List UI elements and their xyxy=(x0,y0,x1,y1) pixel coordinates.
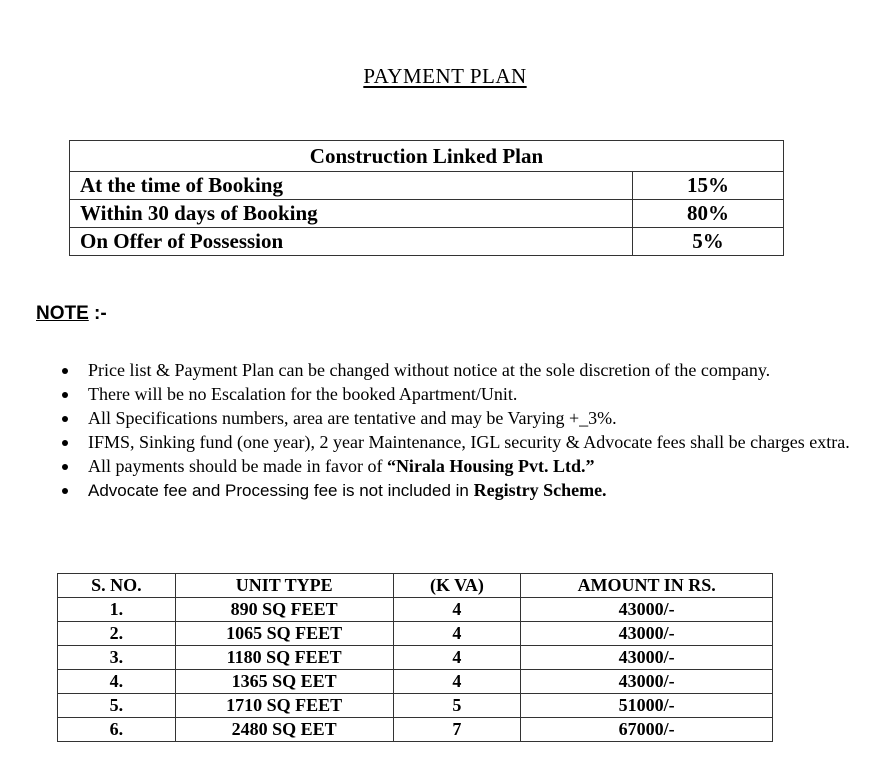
plan-header: Construction Linked Plan xyxy=(70,141,784,172)
cell-kva: 4 xyxy=(393,622,521,646)
cell-sno: 6. xyxy=(58,718,176,742)
table-row xyxy=(58,646,773,670)
plan-percent: 5% xyxy=(633,228,784,256)
table-row xyxy=(58,598,773,622)
plan-stage: Within 30 days of Booking xyxy=(70,200,633,228)
cell-amount: 43000/- xyxy=(521,670,773,694)
cell-sno: 5. xyxy=(58,694,176,718)
fees-note-text: Advocate fee and Processing fee is not included in xyxy=(88,481,474,500)
table-row xyxy=(58,670,773,694)
plan-row xyxy=(70,172,784,200)
cell-amount: 51000/- xyxy=(521,694,773,718)
plan-row xyxy=(70,200,784,228)
cell-sno: 3. xyxy=(58,646,176,670)
page-title xyxy=(0,64,890,89)
registry-scheme: Registry Scheme. xyxy=(473,480,607,500)
cell-amount: 43000/- xyxy=(521,646,773,670)
plan-percent: 80% xyxy=(633,200,784,228)
notes-list xyxy=(60,358,866,503)
cell-sno: 1. xyxy=(58,598,176,622)
plan-stage: At the time of Booking xyxy=(70,172,633,200)
note-item-fees xyxy=(60,478,866,503)
cell-kva: 7 xyxy=(393,718,521,742)
cell-kva: 5 xyxy=(393,694,521,718)
cell-unit-type: 1065 SQ FEET xyxy=(175,622,393,646)
plan-header-row xyxy=(70,141,784,172)
cell-unit-type: 1180 SQ FEET xyxy=(175,646,393,670)
note-item: Price list & Payment Plan can be changed without notice at the sole discretion of the company. xyxy=(60,358,866,382)
col-header-sno: S. NO. xyxy=(58,574,176,598)
note-item: There will be no Escalation for the booked Apartment/Unit. xyxy=(60,382,866,406)
cell-unit-type: 890 SQ FEET xyxy=(175,598,393,622)
payment-plan-table xyxy=(69,140,784,256)
cell-kva: 4 xyxy=(393,598,521,622)
cell-kva: 4 xyxy=(393,646,521,670)
plan-percent: 15% xyxy=(633,172,784,200)
unit-header-row xyxy=(58,574,773,598)
cell-amount: 43000/- xyxy=(521,598,773,622)
cell-amount: 43000/- xyxy=(521,622,773,646)
table-row xyxy=(58,622,773,646)
cell-unit-type: 1710 SQ FEET xyxy=(175,694,393,718)
page-title-text: PAYMENT PLAN xyxy=(363,64,527,88)
table-row xyxy=(58,694,773,718)
cell-unit-type: 2480 SQ EET xyxy=(175,718,393,742)
cell-sno: 4. xyxy=(58,670,176,694)
col-header-kva: (K VA) xyxy=(393,574,521,598)
payee-name: “Nirala Housing Pvt. Ltd.” xyxy=(386,456,595,476)
cell-kva: 4 xyxy=(393,670,521,694)
col-header-amount: AMOUNT IN RS. xyxy=(521,574,773,598)
note-label: NOTE xyxy=(36,303,89,324)
note-item-payment xyxy=(60,454,866,478)
unit-price-table xyxy=(57,573,773,742)
payment-note-text: All payments should be made in favor of xyxy=(88,456,387,476)
cell-amount: 67000/- xyxy=(521,718,773,742)
note-suffix: :- xyxy=(88,303,107,324)
plan-row xyxy=(70,228,784,256)
cell-unit-type: 1365 SQ EET xyxy=(175,670,393,694)
note-item: IFMS, Sinking fund (one year), 2 year Maintenance, IGL security & Advocate fees shall be charges extra. xyxy=(60,430,866,454)
cell-sno: 2. xyxy=(58,622,176,646)
col-header-unit-type: UNIT TYPE xyxy=(175,574,393,598)
plan-stage: On Offer of Possession xyxy=(70,228,633,256)
note-heading xyxy=(36,303,107,325)
table-row xyxy=(58,718,773,742)
note-item: All Specifications numbers, area are tentative and may be Varying +_3%. xyxy=(60,406,866,430)
